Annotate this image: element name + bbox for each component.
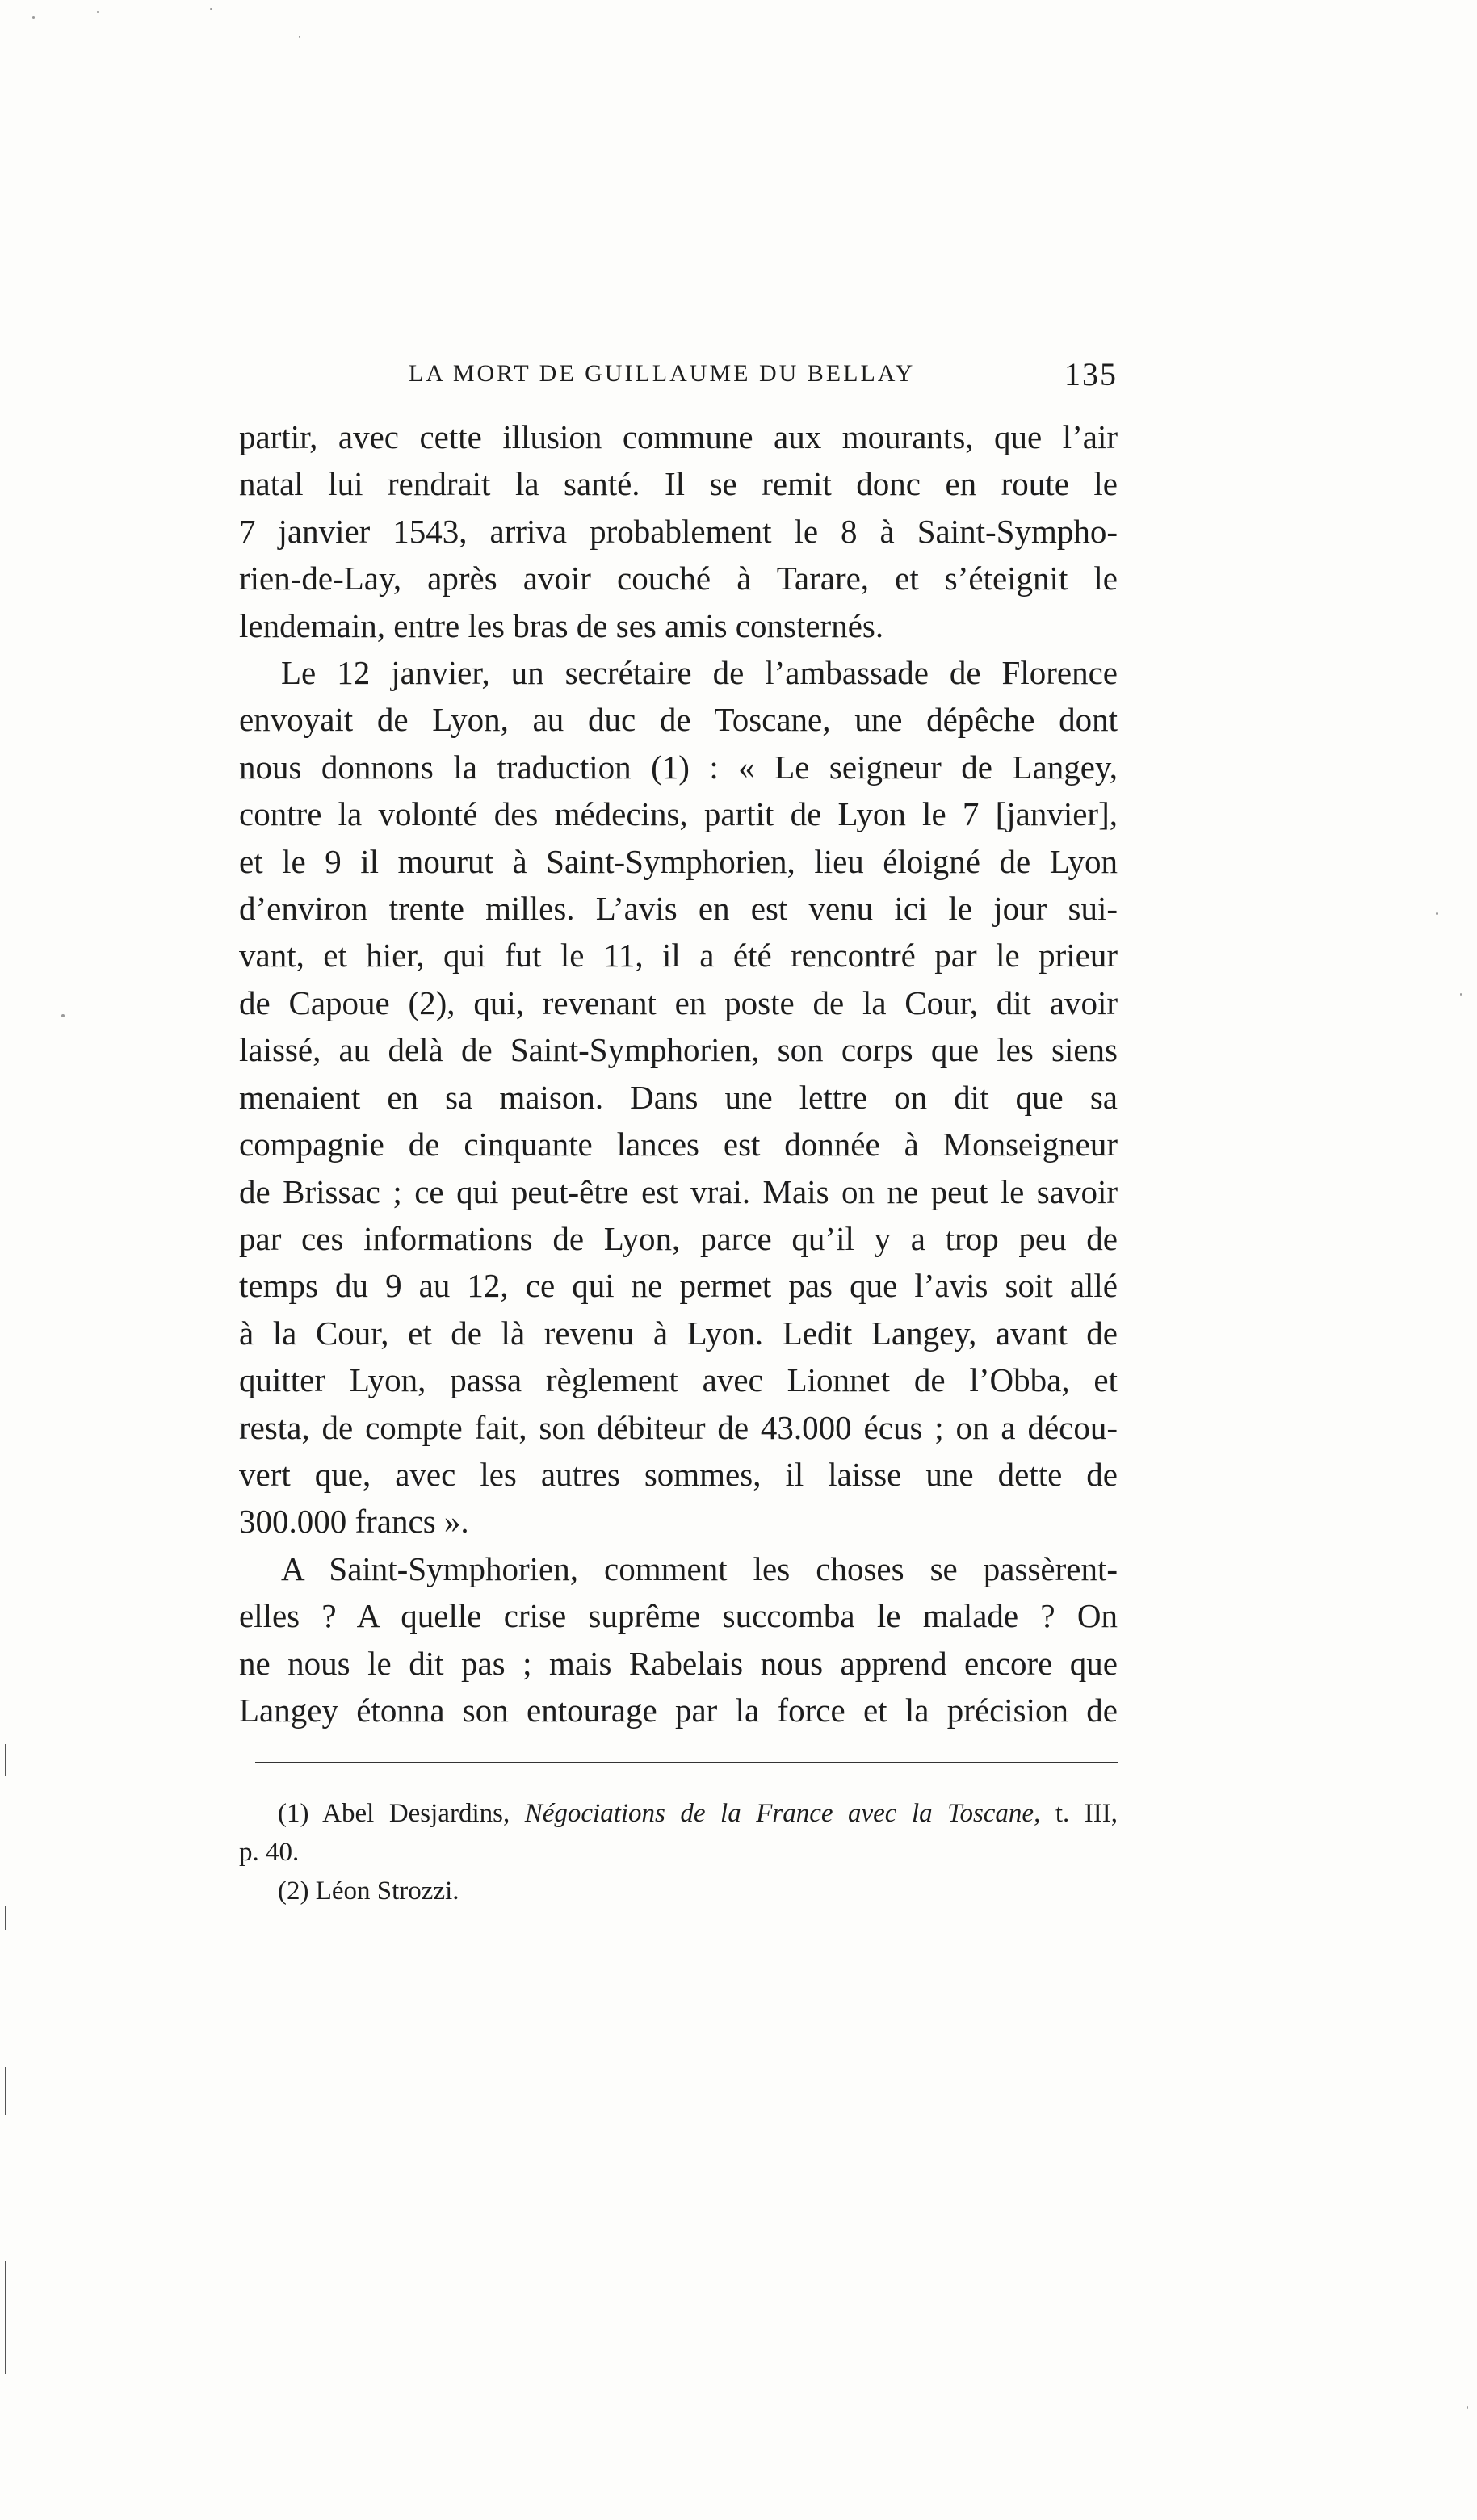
text-line: natal lui rendrait la santé. Il se remit donc en route le xyxy=(239,465,1118,503)
footnote-2: (2) Léon Strozzi. xyxy=(278,1876,459,1906)
scan-edge-mark xyxy=(5,1744,6,1776)
scan-speck xyxy=(1460,993,1462,996)
text-line: par ces informations de Lyon, parce qu’il y a trop peu de xyxy=(239,1219,1118,1257)
footnote-rule xyxy=(255,1762,1118,1763)
scan-edge-mark xyxy=(5,1906,6,1930)
scan-edge-mark xyxy=(5,2067,6,2115)
text-line: et le 9 il mourut à Saint-Symphorien, lieu éloigné de Lyon xyxy=(239,842,1118,880)
scan-speck xyxy=(61,1014,65,1017)
scan-speck xyxy=(299,36,300,38)
scan-speck xyxy=(1467,2406,1468,2409)
text-line: contre la volonté des médecins, partit de Lyon le 7 [janvier], xyxy=(239,795,1118,833)
text-line: 7 janvier 1543, arriva probablement le 8 à Saint-Sympho- xyxy=(239,512,1118,550)
text-line: rien-de-Lay, après avoir couché à Tarare, et s’éteignit le xyxy=(239,560,1118,598)
footnote-1-continuation: p. 40. xyxy=(239,1838,300,1867)
scan-speck xyxy=(32,16,35,19)
text-line: compagnie de cinquante lances est donnée à Monseigneur xyxy=(239,1126,1118,1164)
body-text xyxy=(239,413,1118,1734)
scan-speck xyxy=(210,8,212,10)
text-line: ne nous le dit pas ; mais Rabelais nous apprend encore que xyxy=(239,1644,1118,1682)
text-line: de Capoue (2), qui, revenant en poste de la Cour, dit avoir xyxy=(239,983,1118,1021)
page-number: 135 xyxy=(1064,356,1118,392)
paragraph-1 xyxy=(239,413,1118,649)
footnote-1 xyxy=(239,1794,1118,1833)
text-line: vant, et hier, qui fut le 11, il a été rencontré par le prieur xyxy=(239,937,1118,975)
text-line: Le 12 janvier, un secrétaire de l’ambassade de Florence xyxy=(281,654,1118,692)
footnote-1-prefix: (1) Abel Desjardins, xyxy=(278,1799,525,1828)
text-line: à la Cour, et de là revenu à Lyon. Ledit Langey, avant de xyxy=(239,1314,1118,1352)
text-line: menaient en sa maison. Dans une lettre on dit que sa xyxy=(239,1078,1118,1116)
running-title: LA MORT DE GUILLAUME DU BELLAY xyxy=(409,360,916,387)
text-line: nous donnons la traduction (1) : « Le seigneur de Langey, xyxy=(239,748,1118,786)
text-line: quitter Lyon, passa règlement avec Lionnet de l’Obba, et xyxy=(239,1361,1118,1399)
paragraph-2 xyxy=(239,649,1118,1545)
scan-edge-mark xyxy=(5,2261,6,2374)
paragraph-3 xyxy=(239,1545,1118,1734)
page-header xyxy=(239,355,1118,404)
text-line: lendemain, entre les bras de ses amis consternés. xyxy=(239,606,884,644)
text-line: envoyait de Lyon, au duc de Toscane, une dépêche dont xyxy=(239,701,1118,739)
footnote-1-title: Négociations de la France avec la Toscane, xyxy=(524,1799,1041,1828)
text-line: elles ? A quelle crise suprême succomba le malade ? On xyxy=(239,1597,1118,1635)
scan-speck xyxy=(1436,912,1438,915)
text-line: resta, de compte fait, son débiteur de 43.000 écus ; on a décou- xyxy=(239,1408,1118,1446)
scan-speck xyxy=(97,11,99,13)
footnotes xyxy=(239,1794,1118,1910)
text-line: Langey étonna son entourage par la force et la précision de xyxy=(239,1691,1118,1729)
text-line: laissé, au delà de Saint-Symphorien, son corps que les siens xyxy=(239,1031,1118,1069)
text-line: partir, avec cette illusion commune aux mourants, que l’air xyxy=(239,418,1118,455)
text-line: d’environ trente milles. L’avis en est venu ici le jour sui- xyxy=(239,890,1118,928)
text-line: de Brissac ; ce qui peut-être est vrai. Mais on ne peut le savoir xyxy=(239,1172,1118,1210)
footnote-1-suffix: t. III, xyxy=(1040,1799,1118,1828)
text-line: vert que, avec les autres sommes, il laisse une dette de xyxy=(239,1455,1118,1493)
text-line: temps du 9 au 12, ce qui ne permet pas que l’avis soit allé xyxy=(239,1267,1118,1305)
text-line: 300.000 francs ». xyxy=(239,1503,469,1541)
text-line: A Saint-Symphorien, comment les choses se passèrent- xyxy=(281,1549,1118,1587)
